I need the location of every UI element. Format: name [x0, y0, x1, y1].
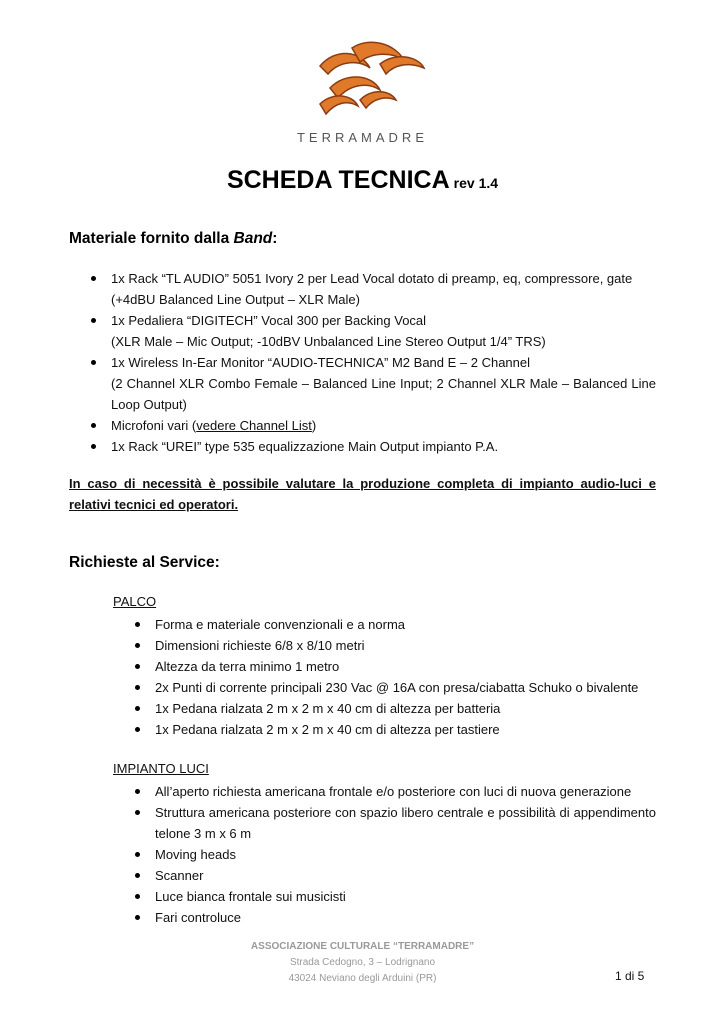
list-item: 1x Pedana rialzata 2 m x 2 m x 40 cm di altezza per batteria: [133, 698, 656, 719]
list-item: Fari controluce: [133, 907, 656, 928]
list-item: Scanner: [133, 865, 656, 886]
list-item: All’aperto richiesta americana frontale e/o posteriore con luci di nuova generazione: [133, 781, 656, 802]
brand-name: TERRAMADRE: [296, 130, 428, 145]
list-item: 2x Punti di corrente principali 230 Vac @ 16A con presa/ciabatta Schuko o bivalente: [133, 677, 656, 698]
service-section-heading: Richieste al Service:: [69, 554, 220, 571]
palco-list: [133, 614, 656, 740]
list-item: 1x Pedana rialzata 2 m x 2 m x 40 cm di altezza per tastiere: [133, 719, 656, 740]
band-equipment-list: [89, 268, 656, 457]
list-item: 1x Rack “UREI” type 535 equalizzazione Main Output impianto P.A.: [89, 436, 656, 457]
band-section-heading: Materiale fornito dalla Band:: [69, 230, 278, 247]
revision-label: rev 1.4: [453, 175, 499, 191]
list-item: Struttura americana posteriore con spazio libero centrale e possibilità di appendimento telone 3 m x 6 m: [133, 802, 656, 844]
list-item: Luce bianca frontale sui musicisti: [133, 886, 656, 907]
page-title: [0, 166, 725, 195]
luci-list: [133, 781, 656, 928]
footer-address-2: 43024 Neviano degli Arduini (PR): [288, 973, 437, 984]
band-emphasis: Band: [233, 230, 273, 247]
list-item: Altezza da terra minimo 1 metro: [133, 656, 656, 677]
production-note: In caso di necessità è possibile valutare la produzione completa di impianto audio-luci e relativi tecnici ed operatori.: [69, 476, 656, 512]
list-item: 1x Rack “TL AUDIO” 5051 Ivory 2 per Lead Vocal dotato di preamp, eq, compressore, gate (+4dBU Balanced Line Output – XLR Male): [89, 268, 656, 310]
list-item: Dimensioni richieste 6/8 x 8/10 metri: [133, 635, 656, 656]
channel-list-link[interactable]: vedere Channel List: [196, 418, 312, 433]
list-item: 1x Wireless In-Ear Monitor “AUDIO-TECHNICA” M2 Band E – 2 Channel (2 Channel XLR Combo Female – Balanced Line Input; 2 Channel XLR Male – Balanced Line Loop Output): [89, 352, 656, 415]
footer-address-1: Strada Cedogno, 3 – Lodrignano: [289, 957, 436, 968]
list-item: Forma e materiale convenzionali e a norma: [133, 614, 656, 635]
list-item: Microfoni vari (vedere Channel List): [89, 415, 656, 436]
palco-subheading: PALCO: [113, 594, 157, 609]
terramadre-logo: [300, 38, 430, 128]
list-item: Moving heads: [133, 844, 656, 865]
list-item: 1x Pedaliera “DIGITECH” Vocal 300 per Backing Vocal (XLR Male – Mic Output; -10dBV Unbalanced Line Stereo Output 1/4” TRS): [89, 310, 656, 352]
page-number: 1 di 5: [615, 969, 645, 983]
footer-org: ASSOCIAZIONE CULTURALE “TERRAMADRE”: [250, 941, 475, 952]
title-text: SCHEDA TECNICA: [226, 166, 450, 194]
luci-subheading: IMPIANTO LUCI: [113, 761, 209, 776]
